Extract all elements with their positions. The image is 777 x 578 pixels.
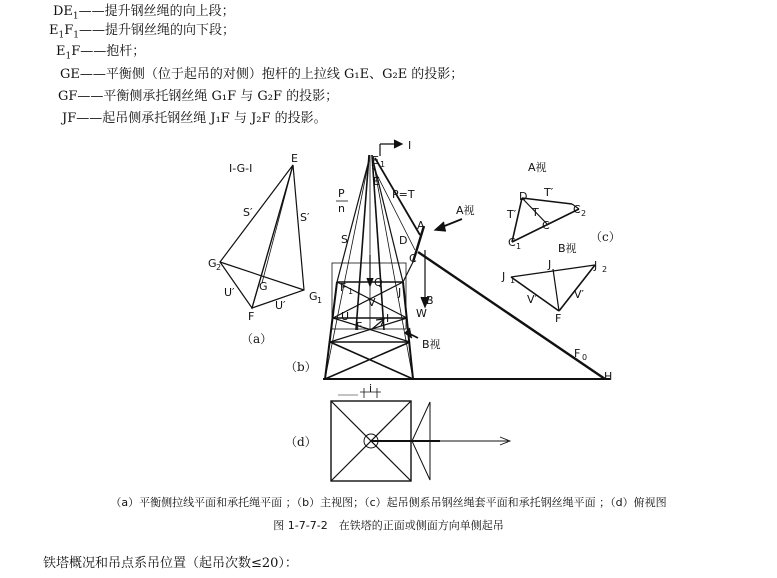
label-f-a: F	[248, 310, 255, 323]
label-c-d: D	[519, 190, 528, 203]
label-e-main: E	[373, 175, 380, 188]
label-g2: G	[208, 257, 217, 270]
label-v: V	[368, 296, 376, 309]
label-i-small: I	[386, 312, 390, 325]
label-u: U	[341, 310, 350, 323]
label-c-a-view: A视	[528, 161, 547, 174]
label-w: W	[416, 307, 427, 320]
definition-line-2: $E_1F_1——$提升钢丝绳的向下段；	[49, 23, 236, 41]
label-c-c1: C	[508, 236, 516, 249]
label-c-c1-sub: 1	[516, 242, 522, 251]
label-p: P	[338, 187, 345, 200]
label-b-view: B视	[422, 338, 441, 351]
label-a-view-b: A视	[456, 204, 475, 217]
label-n: n	[338, 202, 345, 215]
label-s-prime-right: S′	[300, 211, 310, 224]
definition-line-5: GF——平衡侧承托钢丝绳 G₁F 与 G₂F 的投影；	[58, 89, 339, 104]
label-c-v-prime-2: V′	[574, 288, 585, 301]
label-f1: F	[340, 281, 347, 294]
label-u-prime-left: U′	[224, 286, 235, 299]
label-c-t: T	[532, 206, 539, 219]
label-b: B	[426, 294, 434, 307]
label-s-main: S	[341, 233, 348, 246]
label-f0-sub: 0	[582, 353, 588, 362]
label-e1: E	[372, 154, 379, 167]
label-g1: G	[309, 290, 318, 303]
label-g1-sub: 1	[317, 296, 323, 305]
label-c-t-prime: T′	[544, 186, 554, 199]
label-c-c2: C	[573, 203, 581, 216]
label-s-prime-left: S′	[243, 206, 253, 219]
label-c: C	[409, 252, 417, 265]
label-g2-sub: 2	[216, 263, 222, 272]
figure-labels	[208, 139, 621, 449]
label-igi: I-G-I	[229, 162, 253, 175]
tower-plan-view	[331, 395, 510, 481]
definition-line-4: GE——平衡侧（位于起吊的对侧）抱杆的上拉线 G₁E、G₂E 的投影；	[60, 67, 464, 82]
label-panel-a: （a）	[241, 332, 273, 346]
label-f0: F	[574, 347, 581, 360]
label-e-a: E	[291, 152, 298, 165]
label-u-prime-right: U′	[275, 299, 286, 312]
label-q: Q	[374, 276, 383, 289]
label-a: A	[417, 219, 425, 232]
section-text: 铁塔概况和吊点系吊位置（起吊次数≤20）：	[43, 556, 298, 571]
label-c-j2-sub: 2	[602, 265, 608, 274]
figure-caption: （a）平衡侧拉线平面和承托绳平面 ；（b）主视图；（c）起吊侧系吊钢丝绳套平面和承托钢丝绳平面 ；（d）俯视图	[110, 496, 667, 509]
definition-line-3: $E_1F——$抱杆；	[56, 44, 146, 62]
definition-line-6: JF——起吊侧承托钢丝绳 J₁F 与 J₂F 的投影。	[62, 111, 327, 126]
label-p-eq-t: P=T	[392, 188, 415, 201]
label-j: J	[398, 286, 402, 299]
label-c-t-prime-2: T′	[507, 208, 517, 221]
label-c-v-prime: V′	[527, 293, 538, 306]
label-c-j2: J	[594, 259, 598, 272]
label-g: G	[259, 280, 268, 293]
label-c-j1-sub: 1	[510, 276, 516, 285]
label-panel-d: （d）	[285, 435, 317, 449]
label-i-dim: i	[369, 382, 373, 395]
label-h: H	[604, 370, 613, 383]
label-f-main: F	[356, 320, 363, 333]
label-f1-sub: 1	[348, 287, 354, 296]
label-c-f: F	[555, 312, 562, 325]
label-c-c2-sub: 2	[581, 209, 587, 218]
label-panel-c: （c）	[590, 230, 621, 244]
label-c-c: C	[542, 219, 550, 232]
label-c-b-view: B视	[558, 242, 577, 255]
label-c-j1: J	[502, 270, 506, 283]
definition-line-1: $DE_1——$提升钢丝绳的向上段；	[53, 4, 235, 22]
label-c-j: J	[548, 258, 552, 271]
label-i-top: I	[408, 139, 412, 152]
label-panel-b: （b）	[285, 360, 317, 374]
label-e1-sub: 1	[380, 160, 386, 169]
figure-title: 图 1-7-7-2 在铁塔的正面或侧面方向单侧起吊	[273, 519, 504, 532]
label-d: D	[399, 234, 408, 247]
